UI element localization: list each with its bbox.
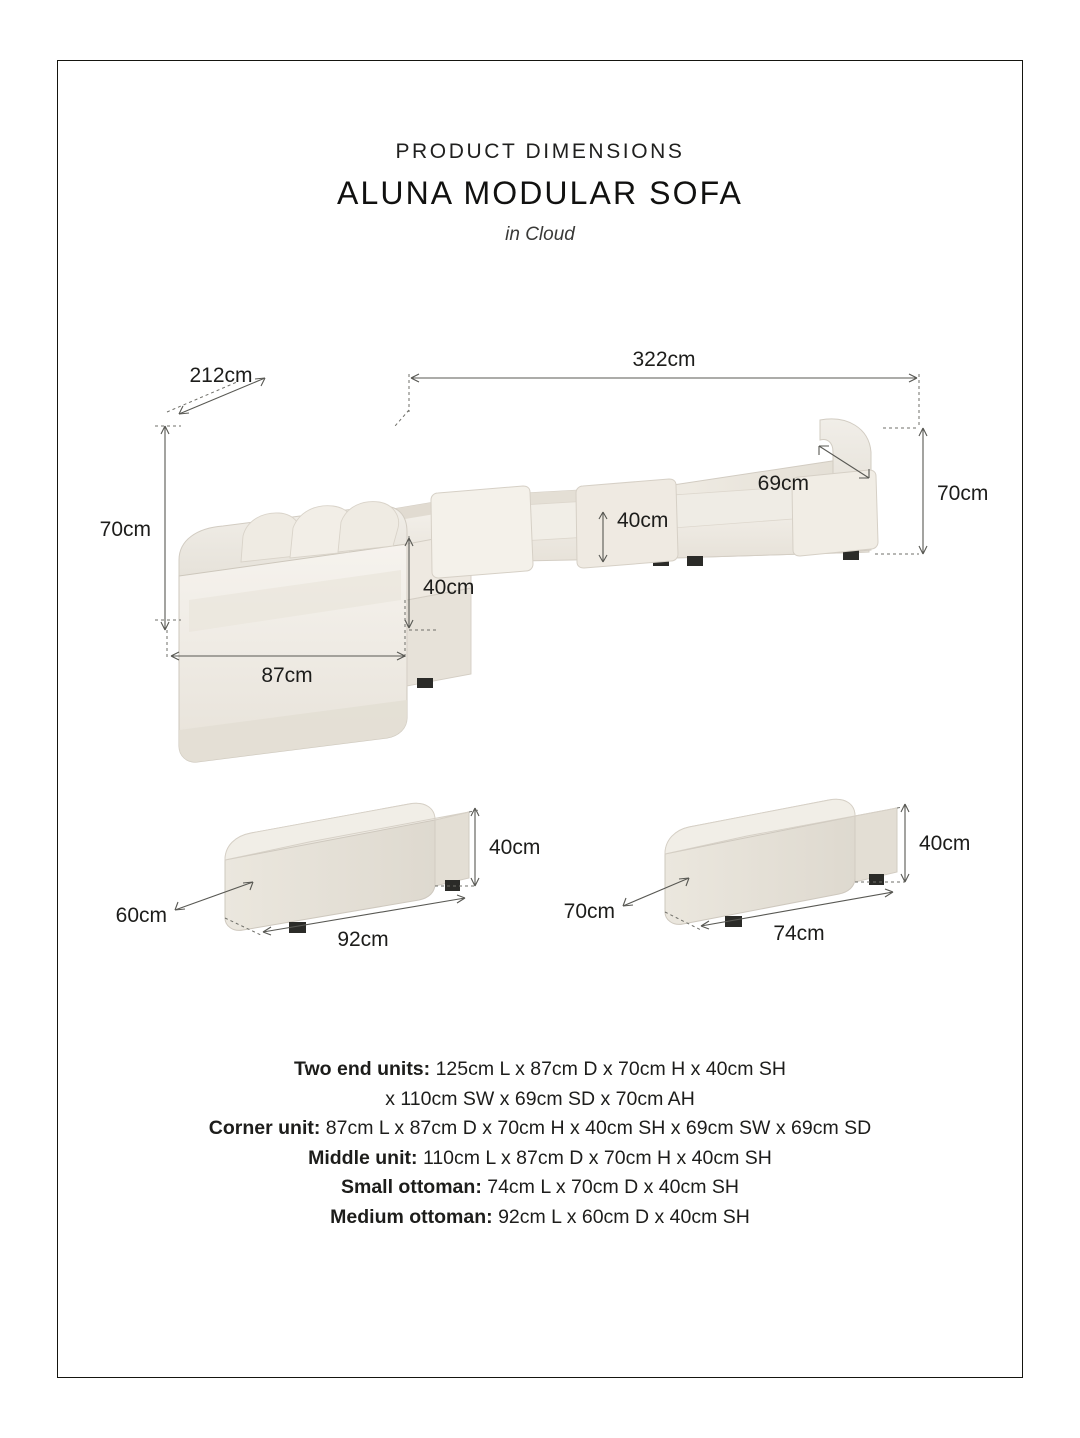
label-medium-ottoman-height: 40cm [489,836,541,859]
label-small-ottoman-length: 74cm [773,922,825,945]
spec-value-corner-unit: 87cm L x 87cm D x 70cm H x 40cm SH x 69cm SW x 69cm SD [325,1117,872,1139]
label-left-height: 70cm [99,518,151,541]
medium-ottoman-illustration [225,803,469,933]
spec-value-end-units-cont: x 110cm SW x 69cm SD x 70cm AH [385,1087,695,1110]
spec-value-middle-unit: 110cm L x 87cm D x 70cm H x 40cm SH [422,1146,772,1169]
label-small-ottoman-height: 40cm [919,832,971,855]
spec-label-corner-unit: Corner unit: [208,1117,321,1139]
label-seat-height-front: 40cm [423,576,475,599]
spec-row-medium-ottoman [57,1203,1023,1233]
small-ottoman-illustration [665,799,897,927]
ottoman-diagrams [57,760,1023,990]
spec-label-end-units: Two end units: [294,1058,431,1080]
label-unit-depth: 87cm [261,664,313,687]
spec-row-small-ottoman [57,1173,1023,1203]
label-side-depth: 212cm [189,364,253,387]
spec-label-small-ottoman: Small ottoman: [340,1176,482,1198]
label-overall-length: 322cm [632,348,696,371]
spec-row-corner-unit [57,1114,1023,1144]
label-right-height: 70cm [937,482,989,505]
sofa-leg [687,556,703,566]
ottoman-leg [869,874,884,885]
label-medium-ottoman-depth: 60cm [115,904,167,927]
spec-row-end-units [57,1055,1023,1085]
label-seat-depth: 69cm [757,472,809,495]
sofa-leg [417,678,433,688]
spec-value-small-ottoman: 74cm L x 70cm D x 40cm SH [487,1176,740,1198]
spec-label-medium-ottoman: Medium ottoman: [330,1205,493,1228]
sofa-illustration [179,419,878,762]
spec-row-end-units-cont [57,1085,1023,1115]
spec-label-middle-unit: Middle unit: [308,1146,418,1169]
page-subtitle: in Cloud [505,224,575,245]
spec-row-middle-unit [57,1144,1023,1174]
label-seat-height-middle: 40cm [617,509,669,532]
eyebrow-label: PRODUCT DIMENSIONS [395,140,685,163]
page-title: ALUNA MODULAR SOFA [337,175,743,211]
spec-value-medium-ottoman: 92cm L x 60cm D x 40cm SH [498,1205,750,1228]
spec-value-end-units: 125cm L x 87cm D x 70cm H x 40cm SH [435,1058,786,1080]
label-small-ottoman-depth: 70cm [563,900,615,923]
spec-list [57,1055,1023,1232]
label-medium-ottoman-length: 92cm [337,928,389,951]
header [0,140,1080,246]
